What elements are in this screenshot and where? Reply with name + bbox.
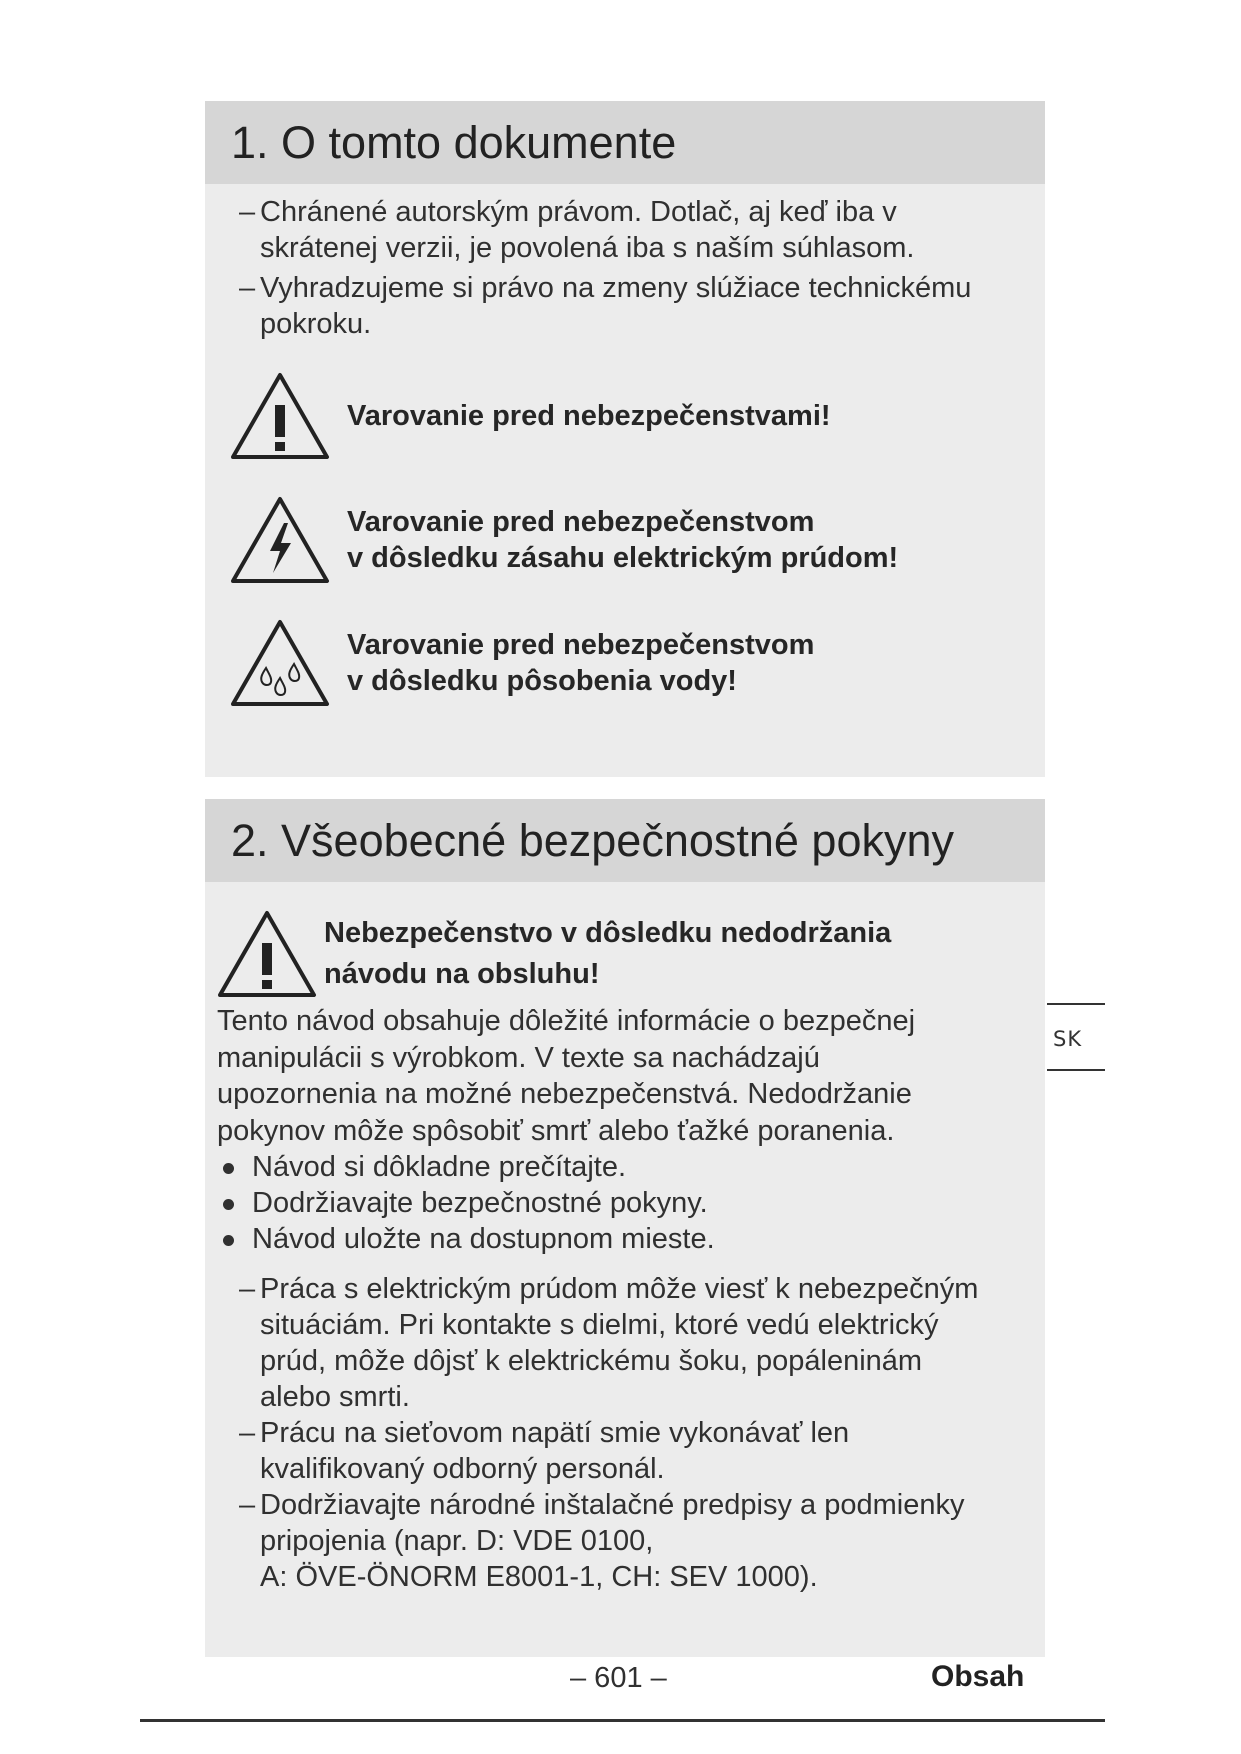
exclamation-warning-icon bbox=[215, 907, 319, 1001]
warning-general bbox=[228, 369, 831, 463]
electric-shock-warning-icon bbox=[228, 493, 332, 587]
note-line: – Dodržiavajte národné inštalačné predpisy a podmienky bbox=[260, 1489, 965, 1521]
section-about-document bbox=[205, 101, 1045, 777]
language-tab-label: SK bbox=[1053, 1027, 1083, 1051]
note-line: – Vyhradzujeme si právo na zmeny slúžiace technickému bbox=[260, 272, 972, 304]
intro-line: manipulácii s výrobkom. V texte sa nachádzajú bbox=[217, 1041, 820, 1074]
note-regulations bbox=[205, 1487, 1045, 1595]
intro-line: Tento návod obsahuje dôležité informácie o bezpečnej bbox=[217, 1005, 916, 1037]
note-line: – Chránené autorským právom. Dotlač, aj keď iba v bbox=[260, 196, 897, 228]
note-line: A: ÖVE-ÖNORM E8001-1, CH: SEV 1000). bbox=[260, 1561, 818, 1593]
note-copyright bbox=[205, 194, 1045, 266]
bullet-item: Návod uložte na dostupnom mieste. bbox=[205, 1221, 1045, 1257]
note-line: alebo smrti. bbox=[260, 1381, 410, 1413]
note-changes bbox=[205, 270, 1045, 342]
section-title: 2. Všeobecné bezpečnostné pokyny bbox=[205, 799, 1045, 882]
bullet-item: Dodržiavajte bezpečnostné pokyny. bbox=[205, 1185, 1045, 1221]
exclamation-warning-icon bbox=[228, 369, 332, 463]
intro-line: pokynov môže spôsobiť smrť alebo ťažké poranenia. bbox=[217, 1114, 895, 1147]
note-line: skrátenej verzii, je povolená iba s naším súhlasom. bbox=[260, 232, 915, 264]
warning-text bbox=[347, 504, 898, 576]
notes-list bbox=[205, 194, 1045, 342]
warning-line: v dôsledku pôsobenia vody! bbox=[347, 665, 737, 697]
intro-line: upozornenia na možné nebezpečenstvá. Nedodržanie bbox=[217, 1078, 912, 1110]
warning-line: v dôsledku zásahu elektrickým prúdom! bbox=[347, 542, 899, 574]
warning-water bbox=[228, 616, 814, 710]
warning-manual bbox=[215, 907, 1045, 1001]
note-line: – Práca s elektrickým prúdom môže viesť k nebezpečným bbox=[260, 1273, 979, 1305]
note-line: prúd, môže dôjsť k elektrickému šoku, popáleninám bbox=[260, 1345, 923, 1377]
intro-paragraph bbox=[205, 1003, 1045, 1149]
page-number: – 601 – bbox=[570, 1662, 667, 1694]
warning-line: Varovanie pred nebezpečenstvom bbox=[347, 629, 815, 661]
warning-line: Varovanie pred nebezpečenstvom bbox=[347, 506, 815, 538]
note-line: – Prácu na sieťovom napätí smie vykonávať len bbox=[260, 1417, 850, 1449]
language-tab[interactable] bbox=[1047, 1003, 1105, 1071]
water-drops-warning-icon bbox=[228, 616, 332, 710]
warning-electric bbox=[228, 493, 898, 587]
note-line: pripojenia (napr. D: VDE 0100, bbox=[260, 1525, 654, 1557]
bullet-list bbox=[205, 1149, 1045, 1257]
warning-line: Nebezpečenstvo v dôsledku nedodržania bbox=[324, 917, 892, 949]
bullet-item: Návod si dôkladne prečítajte. bbox=[205, 1149, 1045, 1185]
note-line: situáciám. Pri kontakte s dielmi, ktoré vedú elektrický bbox=[260, 1309, 939, 1341]
warning-line: návodu na obsluhu! bbox=[324, 958, 600, 990]
toc-link[interactable]: Obsah bbox=[931, 1660, 1025, 1693]
note-line: pokroku. bbox=[260, 308, 372, 340]
note-line: kvalifikovaný odborný personál. bbox=[260, 1453, 665, 1485]
note-personnel bbox=[205, 1415, 1045, 1487]
note-electric bbox=[205, 1271, 1045, 1415]
section-title: 1. O tomto dokumente bbox=[205, 101, 1045, 184]
warning-text bbox=[347, 398, 831, 434]
section-safety-instructions bbox=[205, 799, 1045, 1657]
warning-line: Varovanie pred nebezpečenstvami! bbox=[347, 400, 831, 432]
warning-text bbox=[324, 913, 891, 995]
warning-text bbox=[347, 627, 814, 699]
notes-list bbox=[205, 1271, 1045, 1595]
footer-divider bbox=[140, 1719, 1105, 1722]
